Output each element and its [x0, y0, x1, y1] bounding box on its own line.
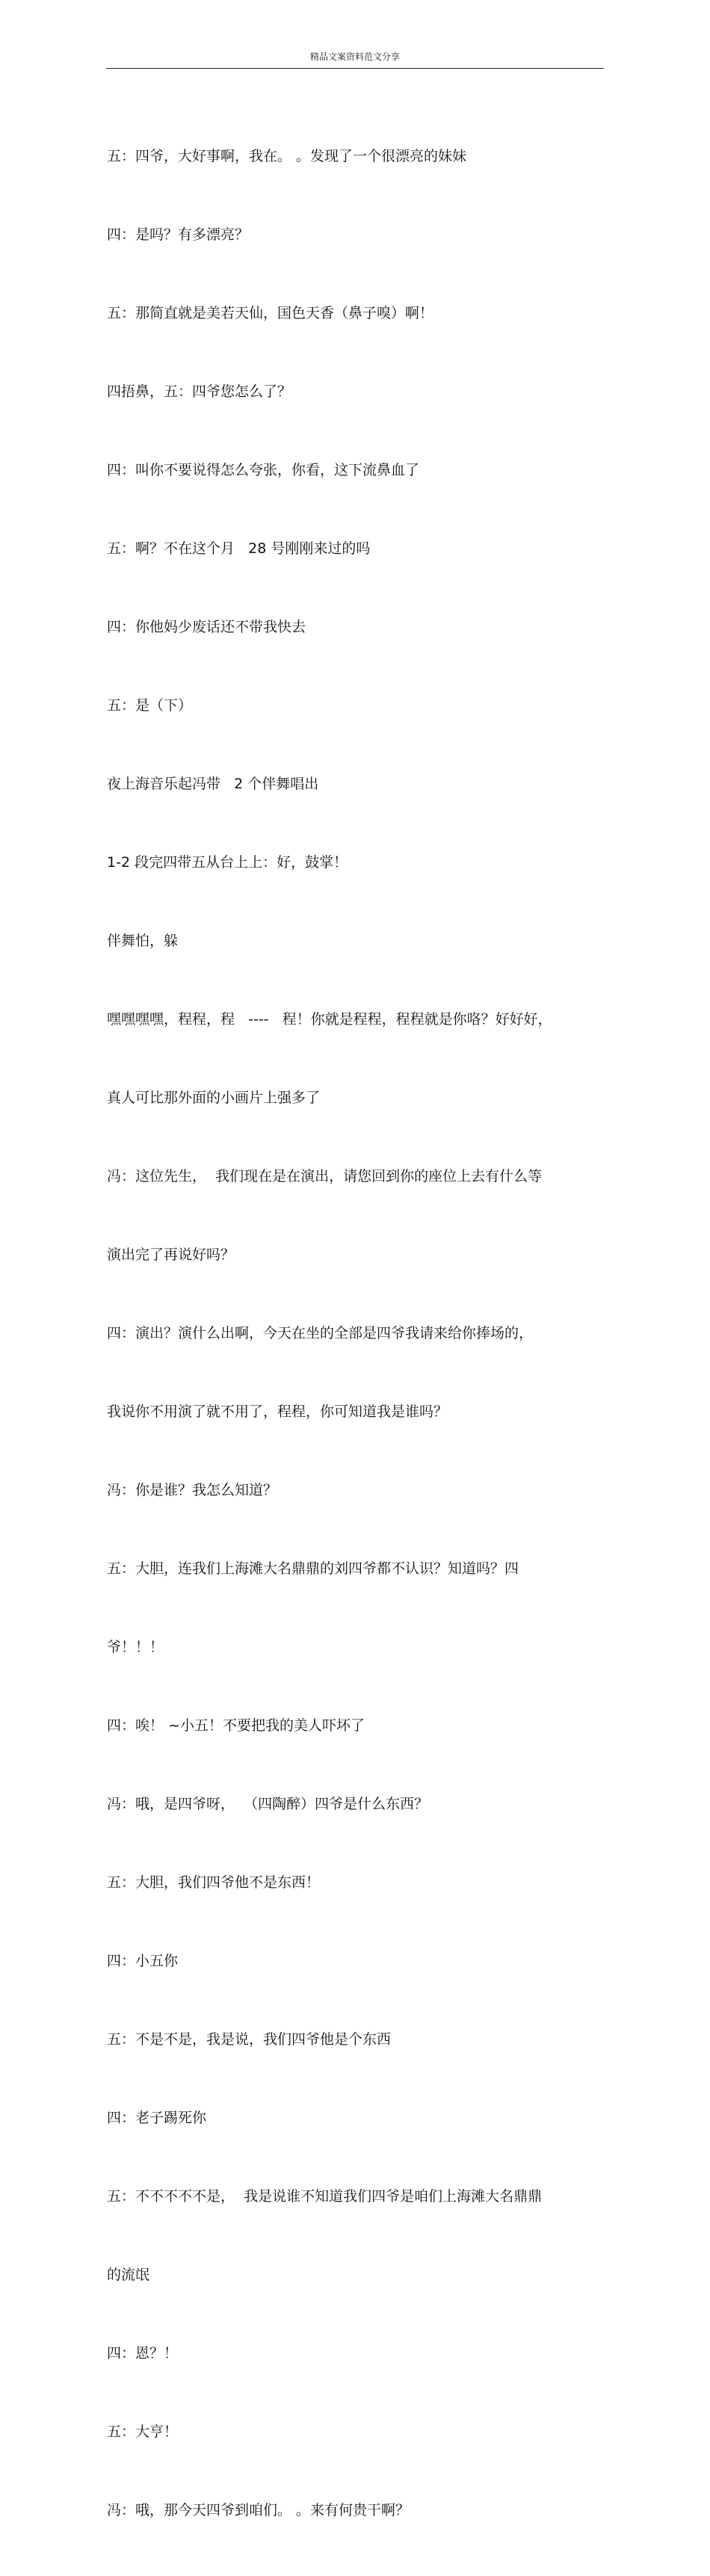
script-line: 伴舞怕，躲 [107, 933, 179, 949]
script-line: 四：恩？！ [107, 2345, 179, 2362]
script-line: 四：小五你 [107, 1953, 179, 1969]
script-line: 四：唉！ ~小五！不要把我的美人吓坏了 [107, 1717, 365, 1734]
script-line: 四：是吗？有多漂亮？ [107, 226, 250, 243]
script-body [107, 91, 593, 2576]
script-line: 冯：这位先生， 我们现在是在演出，请您回到你的座位上去有什么等 [107, 1168, 543, 1184]
script-line: 五：不是不是，我是说，我们四爷他是个东西 [107, 2031, 392, 2048]
page-header: 精品文案资料范文分享 [309, 52, 400, 62]
script-line: 嘿嘿嘿嘿，程程，程 ---- 程！你就是程程，程程就是你咯？好好好， [107, 1011, 552, 1028]
script-line: 夜上海音乐起冯带 2 个伴舞唱出 [107, 776, 319, 792]
script-line: 冯：你是谁？我怎么知道？ [107, 1482, 278, 1498]
script-line: 五：啊？不在这个月 28 号刚刚来过的吗 [107, 540, 371, 557]
script-line: 四：叫你不要说得怎么夸张，你看，这下流鼻血了 [107, 462, 420, 478]
script-line: 五：大亨！ [107, 2424, 179, 2440]
script-line: 我说你不用演了就不用了，程程，你可知道我是谁吗？ [107, 1403, 448, 1420]
script-line: 的流氓 [107, 2267, 150, 2283]
script-line: 爷！！！ [107, 1639, 164, 1655]
script-line: 冯：哦，那今天四爷到咱们。 。来有何贵干啊？ [107, 2502, 410, 2518]
script-line: 四：老子踢死你 [107, 2110, 207, 2126]
script-line: 真人可比那外面的小画片上强多了 [107, 1090, 321, 1106]
script-line: 五：是（下） [107, 697, 193, 714]
script-line: 五：四爷，大好事啊，我在。 。发现了一个很漂亮的妹妹 [107, 148, 467, 164]
script-line: 四捂鼻，五：四爷您怎么了？ [107, 383, 292, 400]
script-line: 五：那简直就是美若天仙，国色天香（鼻子嗅）啊！ [107, 305, 434, 321]
script-line: 四：你他妈少废话还不带我快去 [107, 619, 306, 635]
script-line: 五：大胆，连我们上海滩大名鼎鼎的刘四爷都不认识？知道吗？四 [107, 1560, 519, 1577]
script-line: 演出完了再说好吗？ [107, 1247, 235, 1263]
script-line: 四：演出？演什么出啊，今天在坐的全部是四爷我请来给你捧场的， [107, 1325, 534, 1341]
script-line: 五：不不不不不是， 我是说谁不知道我们四爷是咱们上海滩大名鼎鼎 [107, 2188, 543, 2205]
script-line: 五：大胆，我们四爷他不是东西！ [107, 1874, 321, 1891]
script-line: 1-2 段完四带五从台上上：好，鼓掌！ [107, 854, 348, 871]
script-line: 冯：哦，是四爷呀， （四陶醉）四爷是什么东西？ [107, 1796, 429, 1812]
header-divider [106, 68, 604, 69]
